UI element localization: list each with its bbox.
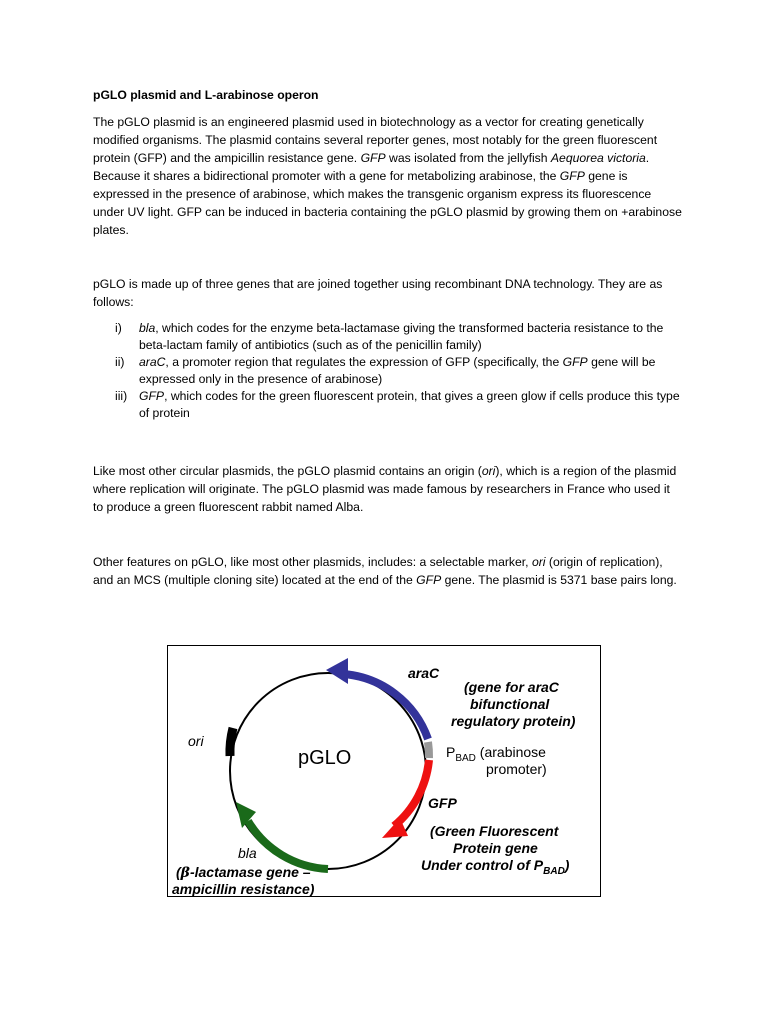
list-item: [93, 354, 683, 388]
bla-desc-open: (: [176, 864, 181, 880]
ori-label: ori: [188, 733, 204, 749]
arac-label: araC: [408, 665, 440, 681]
paragraph-genes: pGLO is made up of three genes that are joined together using recombinant DNA technology. They are as follows:: [93, 277, 663, 309]
gfp-gene-arc: [394, 760, 429, 826]
beta-symbol: β: [180, 865, 190, 881]
arac-gene-arc: [343, 674, 428, 739]
text-run: ), which is a region of the plasmid where replication will originate. The pGLO plasmid was made famous by researchers in France who used it to produce a green fluorescent rabbit named Alba.: [93, 464, 677, 514]
bla-desc-text: -lactamase gene –: [189, 864, 311, 880]
gfp-desc-close: ): [564, 857, 570, 873]
arac-arrowhead: [326, 658, 348, 684]
italic-term: GFP: [416, 573, 442, 587]
list-item: [93, 320, 683, 354]
text-run: Like most other circular plasmids, the pGLO plasmid contains an origin (: [93, 464, 482, 478]
gene-list: [93, 320, 683, 422]
italic-term: Aequorea victoria: [550, 151, 646, 165]
plasmid-name-label: pGLO: [298, 747, 352, 769]
pbad-desc: (arabinose: [475, 744, 546, 760]
italic-term: ori: [531, 555, 546, 569]
bla-label: bla: [238, 845, 257, 861]
italic-term: bla: [139, 321, 156, 335]
gfp-desc-text: Under control of P: [421, 857, 544, 873]
plasmid-map-figure: [167, 645, 601, 897]
text-run: gene will be expressed only in the presence of arabinose): [139, 355, 656, 386]
text-run: The pGLO plasmid is an engineered plasmid used in biotechnology as a vector for creating genetically modified organisms. The plasmid contains several reporter genes, most notably for the green fluorescent protein (GFP) and the ampicillin resistance gene.: [93, 115, 658, 165]
bla-gene-arc: [248, 821, 328, 869]
text-run: Other features on pGLO, like most other plasmids, includes: a selectable marker,: [93, 555, 532, 569]
list-number: ii): [115, 355, 125, 369]
text-run: . Because it shares a bidirectional promoter with a gene for metabolizing arabinose, the: [93, 151, 650, 183]
pbad-sub: BAD: [455, 753, 476, 764]
bla-desc-line2: ampicillin resistance): [172, 881, 315, 897]
italic-term: GFP: [139, 389, 165, 403]
paragraph-intro: [93, 113, 683, 239]
italic-term: araC: [139, 355, 166, 369]
arac-desc-line: regulatory protein): [451, 713, 576, 729]
italic-term: GFP: [562, 355, 588, 369]
list-number: iii): [115, 389, 128, 403]
text-run: , a promoter region that regulates the expression of GFP (specifically, the: [165, 355, 563, 369]
plasmid-map-svg: [168, 646, 602, 898]
gfp-desc-line3: [421, 857, 570, 877]
text-run: gene. The plasmid is 5371 base pairs long.: [441, 573, 677, 587]
text-run: , which codes for the green fluorescent protein, that gives a green glow if cells produce this type of protein: [139, 389, 680, 420]
list-item: [93, 388, 683, 422]
list-number: i): [115, 321, 122, 335]
text-run: , which codes for the enzyme beta-lactamase giving the transformed bacteria resistance to the beta-lactam family of antibiotics (such as of the penicillin family): [139, 321, 664, 352]
gfp-label: GFP: [428, 795, 457, 811]
text-run: gene is expressed in the presence of arabinose, which makes the transgenic organism express its fluorescence under UV light. GFP can be induced in bacteria containing the pGLO plasmid by growing them on +arabinose plates.: [93, 169, 682, 237]
gfp-desc-line: (Green Fluorescent: [430, 823, 559, 839]
gfp-desc-line: Protein gene: [453, 840, 538, 856]
paragraph-features: [93, 553, 683, 589]
arac-desc-line: (gene for araC: [464, 679, 559, 695]
arac-desc-line: bifunctional: [470, 696, 550, 712]
gfp-desc-sub: BAD: [543, 866, 565, 877]
pbad-desc-line2: promoter): [486, 761, 547, 777]
pbad-p: P: [446, 744, 456, 760]
pbad-promoter-segment: [428, 742, 429, 758]
bla-desc-line1: [176, 864, 311, 881]
italic-term: GFP: [559, 169, 585, 183]
text-run: (origin of replication), and an MCS (multiple cloning site) located at the end of the: [93, 555, 663, 587]
italic-term: ori: [481, 464, 496, 478]
ori-segment: [230, 728, 233, 756]
paragraph-origin: [93, 462, 683, 516]
text-run: was isolated from the jellyfish: [385, 151, 551, 165]
document-title: pGLO plasmid and L-arabinose operon: [93, 88, 319, 102]
italic-term: GFP: [360, 151, 386, 165]
